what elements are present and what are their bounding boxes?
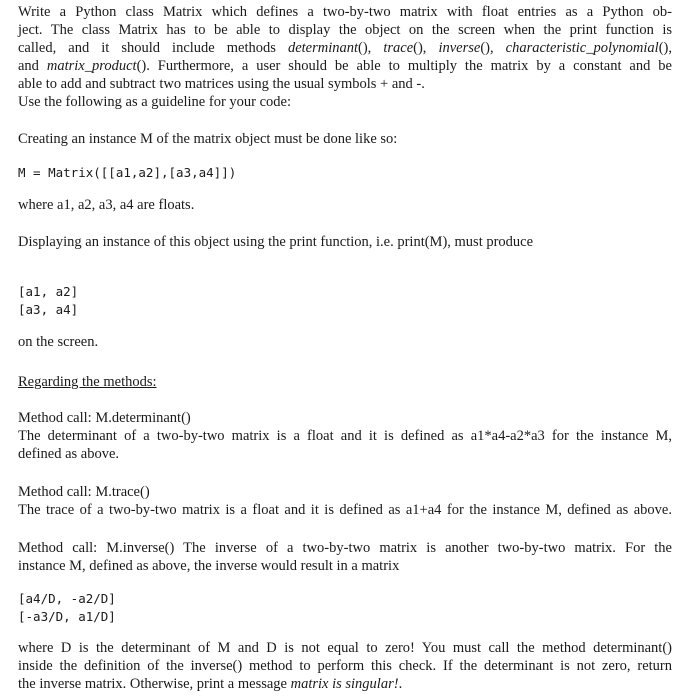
inverse-line-2: instance M, defined as above, the inverse would result in a matrix xyxy=(18,558,400,574)
intro-line-5: able to add and subtract two matrices using the usual symbols + and -. xyxy=(18,76,425,92)
creating-heading: Creating an instance M of the matrix object must be done like so: xyxy=(18,131,398,147)
intro-line-3: called, and it should include methods determinant(), trace(), inverse(), characteristic_polynomial(), xyxy=(18,40,672,56)
display-footer: on the screen. xyxy=(18,334,99,350)
intro-line-4: and matrix_product(). Furthermore, a user should be able to multiply the matrix by a constant and be xyxy=(18,58,672,74)
method-name-characteristic-polynomial: characteristic_polynomial xyxy=(505,40,659,56)
determinant-call: Method call: M.determinant() xyxy=(18,410,191,426)
method-name-matrix-product: matrix_product xyxy=(46,58,137,74)
inverse-line-1: Method call: M.inverse() The inverse of a two-by-two matrix is another two-by-two matrix. For the xyxy=(18,540,672,556)
intro-line-1: Write a Python class Matrix which defines a two-by-two matrix with float entries as a Python ob- xyxy=(18,4,672,20)
display-heading: Displaying an instance of this object using the print function, i.e. print(M), must produce xyxy=(18,234,534,250)
determinant-desc-2: defined as above. xyxy=(18,446,120,462)
determinant-desc-1: The determinant of a two-by-two matrix is a float and it is defined as a1*a4-a2*a3 for the instance M, xyxy=(18,428,672,444)
inverse-after-1: where D is the determinant of M and D is not equal to zero! You must call the method determinant() xyxy=(18,640,672,656)
inverse-code-line-2: [-a3/D, a1/D] xyxy=(18,609,116,624)
intro-line-2: ject. The class Matrix has to be able to display the object on the screen when the print function is xyxy=(18,22,672,38)
method-name-determinant: determinant xyxy=(287,40,359,56)
inverse-code-line-1: [a4/D, -a2/D] xyxy=(18,591,116,606)
singular-message: matrix is singular! xyxy=(290,676,399,692)
inverse-after-2: inside the definition of the inverse() method to perform this check. If the determinant is not zero, return xyxy=(18,658,672,674)
constructor-code: M = Matrix([[a1,a2],[a3,a4]]) xyxy=(18,165,237,180)
display-code-line-2: [a3, a4] xyxy=(18,302,79,317)
display-code-line-1: [a1, a2] xyxy=(18,284,79,299)
inverse-after-3: the inverse matrix. Otherwise, print a message matrix is singular!. xyxy=(18,676,403,692)
floats-note: where a1, a2, a3, a4 are floats. xyxy=(18,197,195,213)
method-name-trace: trace xyxy=(383,40,414,56)
intro-line-6: Use the following as a guideline for your code: xyxy=(18,94,292,110)
trace-desc: The trace of a two-by-two matrix is a float and it is defined as a1+a4 for the instance M, defined as above. xyxy=(18,502,672,518)
method-name-inverse: inverse xyxy=(438,40,481,56)
methods-heading: Regarding the methods: xyxy=(18,374,157,390)
trace-call: Method call: M.trace() xyxy=(18,484,150,500)
